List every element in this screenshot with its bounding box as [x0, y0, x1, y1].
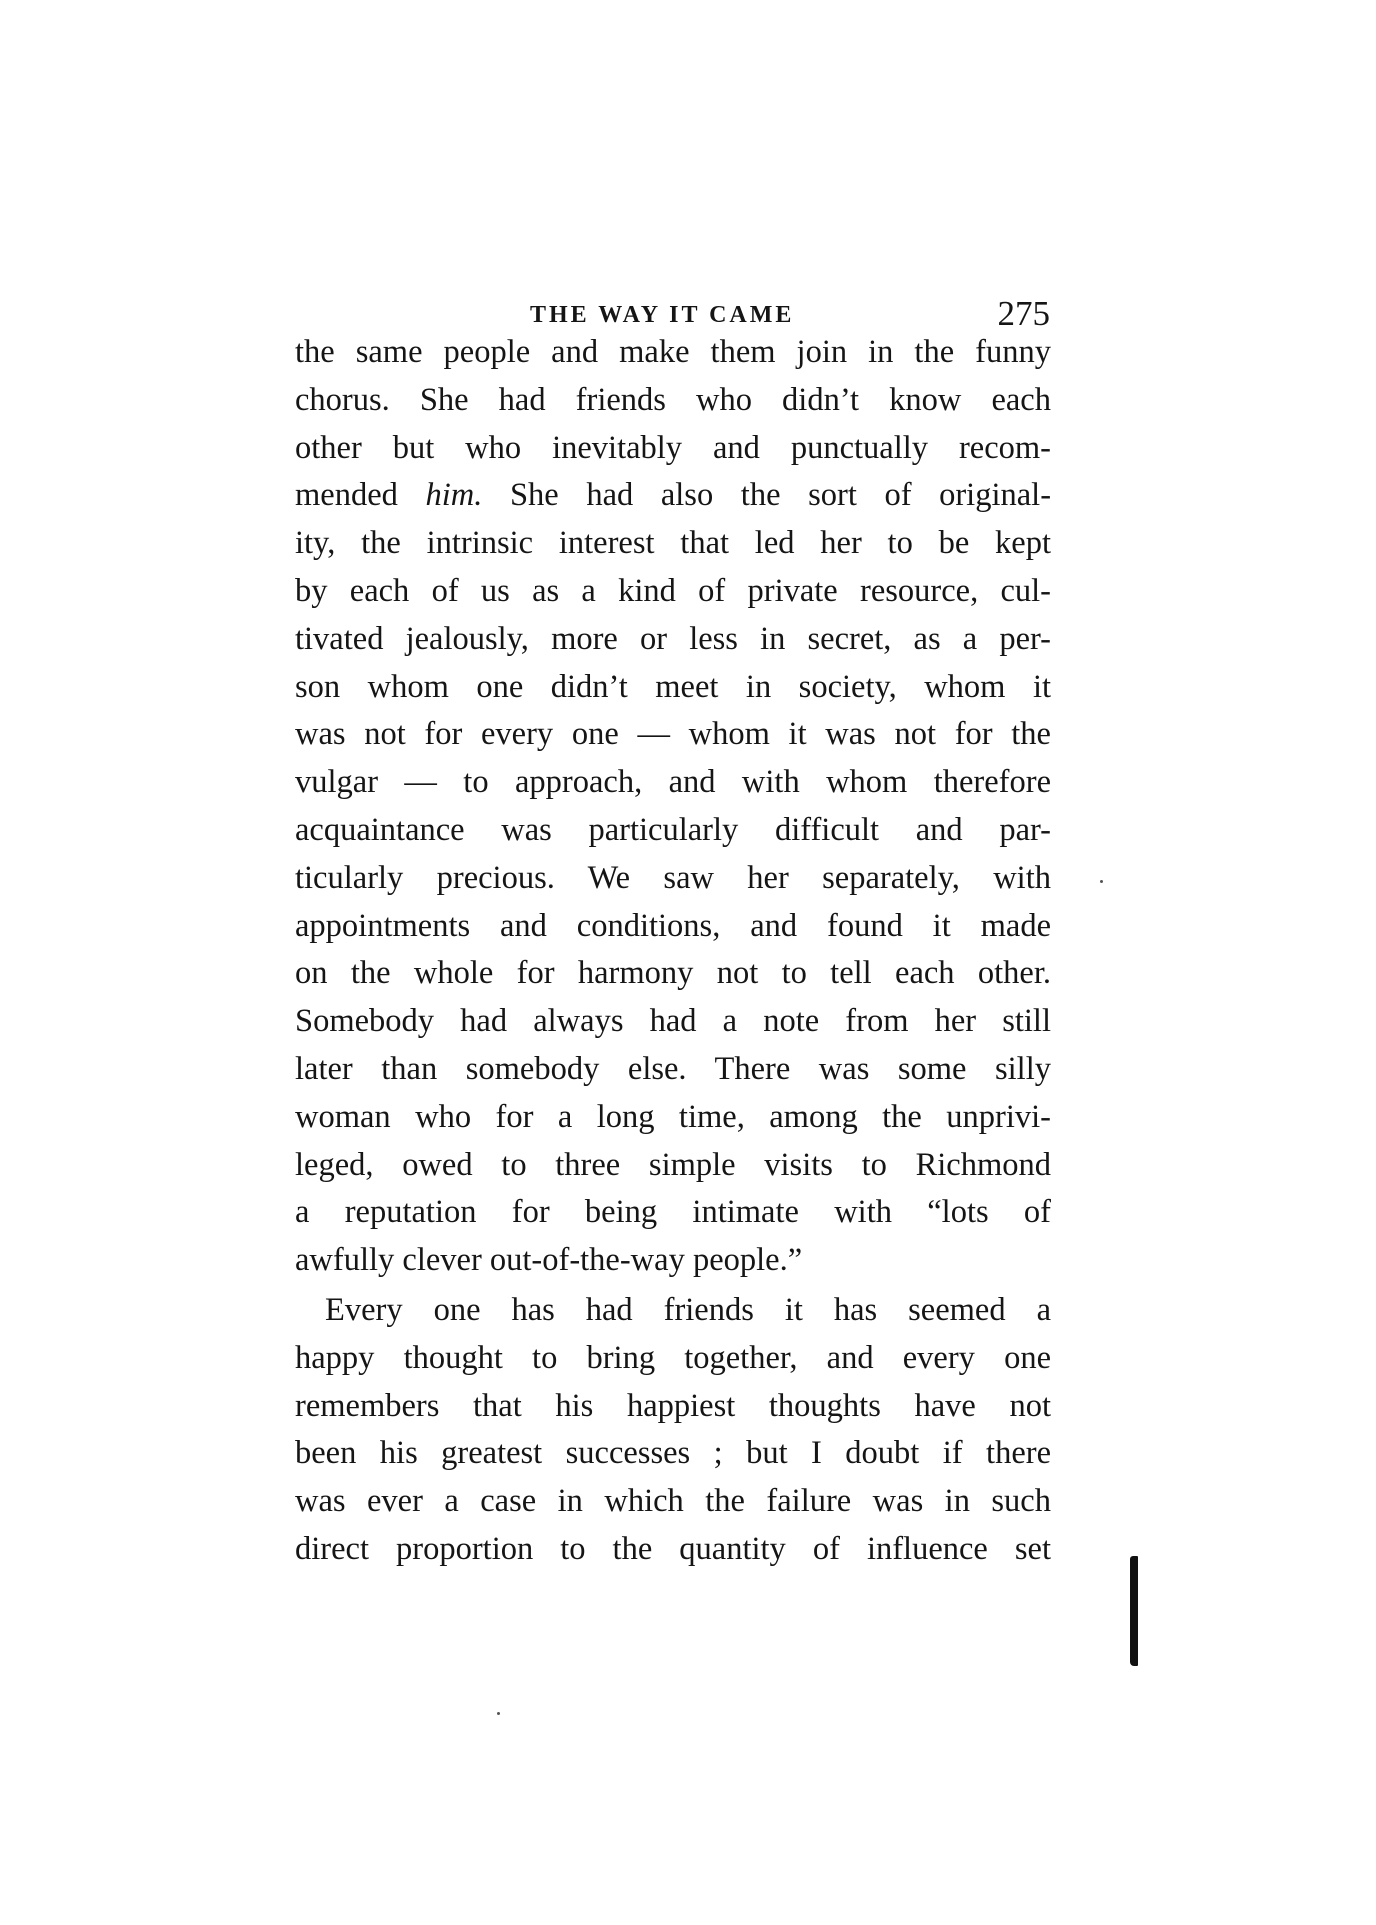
text-line: the same people and make them join in the funny: [295, 334, 1051, 370]
text-line: vulgar — to approach, and with whom therefore: [295, 764, 1051, 801]
scan-edge-mark: [1130, 1556, 1138, 1666]
text-line: been his greatest successes ; but I doubt if there: [295, 1435, 1051, 1472]
body-text: [295, 329, 1051, 1574]
text-line: acquaintance was particularly difficult and par-: [295, 811, 1051, 848]
running-title: THE WAY IT CAME: [530, 302, 795, 328]
text-line: a reputation for being intimate with “lots of: [295, 1194, 1051, 1231]
text-fragment: mended: [295, 477, 398, 514]
text-line: woman who for a long time, among the unprivi-: [295, 1098, 1051, 1135]
scan-speck: [497, 1712, 500, 1715]
page-number: 275: [997, 294, 1050, 333]
text-line: chorus. She had friends who didn’t know each: [295, 381, 1051, 418]
scan-speck: [1100, 880, 1103, 883]
text-line: later than somebody else. There was some silly: [295, 1050, 1051, 1087]
emphasis-text: him.: [425, 477, 483, 514]
text-line: was not for every one — whom it was not for the: [295, 716, 1051, 753]
text-fragment: She had also the sort of original-: [509, 477, 1052, 514]
text-line: was ever a case in which the failure was in such: [295, 1483, 1051, 1520]
text-line: happy thought to bring together, and every one: [295, 1339, 1051, 1376]
text-line: direct proportion to the quantity of influence set: [295, 1530, 1051, 1567]
text-line: leged, owed to three simple visits to Richmond: [295, 1146, 1051, 1183]
text-line: Every one has had friends it has seemed a: [325, 1291, 1051, 1328]
text-line: ity, the intrinsic interest that led her to be kept: [295, 525, 1051, 562]
text-line: remembers that his happiest thoughts have not: [295, 1387, 1051, 1424]
text-line: son whom one didn’t meet in society, whom it: [295, 668, 1051, 705]
text-line: by each of us as a kind of private resource, cul-: [295, 572, 1051, 609]
text-line: tivated jealously, more or less in secret, as a per-: [295, 620, 1051, 657]
text-line: other but who inevitably and punctually recom-: [295, 429, 1051, 466]
text-line: ticularly precious. We saw her separately, with: [295, 859, 1051, 896]
text-line: awfully clever out-of-the-way people.”: [295, 1242, 803, 1279]
text-line: Somebody had always had a note from her still: [295, 1003, 1051, 1040]
text-line: [295, 472, 1051, 520]
text-line: on the whole for harmony not to tell each other.: [295, 955, 1051, 992]
text-line: appointments and conditions, and found it made: [295, 907, 1051, 944]
